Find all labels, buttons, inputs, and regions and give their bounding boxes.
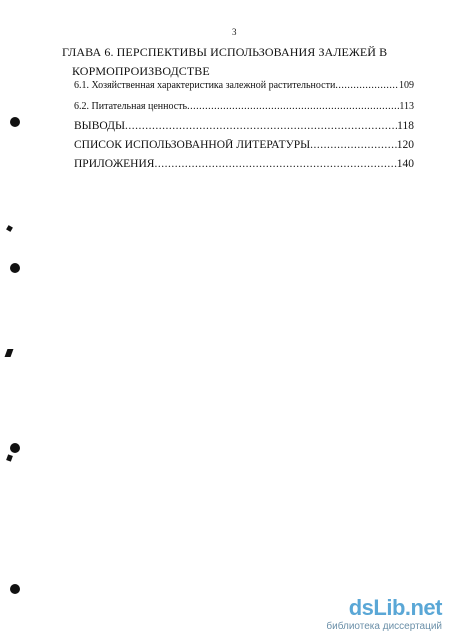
scan-speck-mark xyxy=(5,349,14,357)
binder-hole-mark xyxy=(10,263,20,273)
toc-entry-6-1 xyxy=(74,80,414,91)
binder-hole-mark xyxy=(10,584,20,594)
toc-entry-appendices xyxy=(74,158,414,170)
toc-leader-dots xyxy=(125,120,397,132)
toc-entry-page: 109 xyxy=(399,80,414,91)
toc-entry-title: 6.2. Питательная ценность xyxy=(74,101,188,112)
toc-entry-page: 140 xyxy=(396,158,414,170)
chapter-title-line1: ГЛАВА 6. ПЕРСПЕКТИВЫ ИСПОЛЬЗОВАНИЯ ЗАЛЕЖЕЙ В xyxy=(62,45,388,59)
toc-entry-references xyxy=(74,139,414,151)
toc-entry-title: СПИСОК ИСПОЛЬЗОВАННОЙ ЛИТЕРАТУРЫ xyxy=(74,139,311,151)
toc-entry-title: 6.1. Хозяйственная характеристика залежной растительности xyxy=(74,80,336,91)
scan-speck-mark xyxy=(6,454,13,461)
page-number: 3 xyxy=(232,27,237,37)
watermark-tagline: библиотека диссертаций xyxy=(326,621,442,632)
toc-entry-title: ВЫВОДЫ xyxy=(74,120,125,132)
toc-leader-dots xyxy=(335,80,399,91)
binder-hole-mark xyxy=(10,117,20,127)
toc-entry-conclusions xyxy=(74,120,414,132)
binder-hole-mark xyxy=(10,443,20,453)
toc-entry-title: ПРИЛОЖЕНИЯ xyxy=(74,158,155,170)
toc-leader-dots xyxy=(154,158,396,170)
scan-speck-mark xyxy=(6,225,13,232)
watermark-logo: dsLib.net xyxy=(348,595,442,620)
site-watermark xyxy=(326,597,442,632)
toc-entry-page: 118 xyxy=(397,120,414,132)
toc-leader-dots xyxy=(187,101,399,112)
toc-leader-dots xyxy=(310,139,397,151)
toc-entry-6-2 xyxy=(74,101,414,112)
chapter-title-line2: КОРМОПРОИЗВОДСТВЕ xyxy=(72,64,210,78)
toc-entry-page: 113 xyxy=(399,101,414,112)
toc-entry-page: 120 xyxy=(396,139,414,151)
chapter-heading xyxy=(62,43,402,81)
